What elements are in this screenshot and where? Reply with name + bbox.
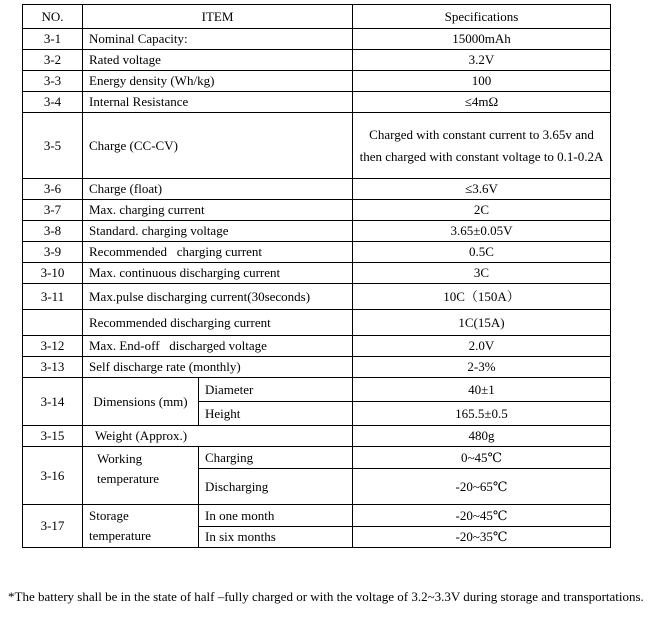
table-row — [23, 263, 611, 284]
row-item: Weight (Approx.) — [83, 426, 353, 447]
row-spec: 15000mAh — [353, 29, 611, 50]
row-spec: 3C — [353, 263, 611, 284]
table-row — [23, 284, 611, 310]
row-spec: 10C（150A） — [353, 284, 611, 310]
row-no: 3-2 — [23, 50, 83, 71]
row-spec: 165.5±0.5 — [353, 402, 611, 426]
row-spec: 1C(15A) — [353, 310, 611, 336]
row-no: 3-13 — [23, 357, 83, 378]
row-no: 3-3 — [23, 71, 83, 92]
row-spec: ≤3.6V — [353, 179, 611, 200]
row-no: 3-4 — [23, 92, 83, 113]
row-subitem: Height — [199, 402, 353, 426]
row-no: 3-17 — [23, 505, 83, 548]
row-item: Self discharge rate (monthly) — [83, 357, 353, 378]
row-no — [23, 310, 83, 336]
row-item-line: Storage — [89, 508, 129, 523]
table-row — [23, 50, 611, 71]
table-row — [23, 200, 611, 221]
table-row — [23, 505, 611, 527]
row-spec: 3.2V — [353, 50, 611, 71]
table-row — [23, 378, 611, 402]
table-row — [23, 71, 611, 92]
row-spec: 100 — [353, 71, 611, 92]
row-item-line: Working — [97, 451, 143, 466]
row-no: 3-12 — [23, 336, 83, 357]
table-row — [23, 221, 611, 242]
row-item: Charge (float) — [83, 179, 353, 200]
row-item: Dimensions (mm) — [83, 378, 199, 426]
row-item: Rated voltage — [83, 50, 353, 71]
header-row — [23, 5, 611, 29]
row-spec: -20~35℃ — [353, 527, 611, 548]
row-no: 3-9 — [23, 242, 83, 263]
row-no: 3-14 — [23, 378, 83, 426]
row-item: Max. continuous discharging current — [83, 263, 353, 284]
row-subitem: Charging — [199, 447, 353, 469]
row-item — [83, 447, 199, 505]
row-spec: ≤4mΩ — [353, 92, 611, 113]
row-item-line: temperature — [89, 528, 152, 543]
row-no: 3-8 — [23, 221, 83, 242]
table-row — [23, 336, 611, 357]
row-subitem: Diameter — [199, 378, 353, 402]
row-item — [83, 505, 199, 548]
row-item: Max. charging current — [83, 200, 353, 221]
table-row — [23, 426, 611, 447]
table-row — [23, 179, 611, 200]
footnote: *The battery shall be in the state of half –fully charged or with the voltage of 3.2~3.3V during storage and transportations. — [8, 589, 644, 604]
row-no: 3-10 — [23, 263, 83, 284]
header-item: ITEM — [83, 5, 353, 29]
row-item-line: temperature — [97, 471, 160, 486]
header-no: NO. — [23, 5, 83, 29]
row-spec: 40±1 — [353, 378, 611, 402]
table-row — [23, 447, 611, 469]
row-no: 3-15 — [23, 426, 83, 447]
row-item: Standard. charging voltage — [83, 221, 353, 242]
row-spec: Charged with constant current to 3.65v and then charged with constant voltage to 0.1-0.2A — [353, 113, 611, 179]
table-row — [23, 92, 611, 113]
row-spec: 480g — [353, 426, 611, 447]
row-spec: 2C — [353, 200, 611, 221]
table-row — [23, 357, 611, 378]
row-item: Nominal Capacity: — [83, 29, 353, 50]
row-item: Recommended charging current — [83, 242, 353, 263]
row-spec: -20~45℃ — [353, 505, 611, 527]
row-spec: 2.0V — [353, 336, 611, 357]
header-specifications: Specifications — [353, 5, 611, 29]
row-item: Max. End-off discharged voltage — [83, 336, 353, 357]
table-row — [23, 113, 611, 179]
row-spec: 0~45℃ — [353, 447, 611, 469]
table-row — [23, 310, 611, 336]
row-subitem: In six months — [199, 527, 353, 548]
row-no: 3-16 — [23, 447, 83, 505]
row-no: 3-11 — [23, 284, 83, 310]
specifications-table — [22, 4, 611, 548]
row-item: Charge (CC-CV) — [83, 113, 353, 179]
row-spec: 2-3% — [353, 357, 611, 378]
row-item: Energy density (Wh/kg) — [83, 71, 353, 92]
row-no: 3-5 — [23, 113, 83, 179]
row-no: 3-6 — [23, 179, 83, 200]
row-item: Internal Resistance — [83, 92, 353, 113]
row-no: 3-7 — [23, 200, 83, 221]
row-spec: 3.65±0.05V — [353, 221, 611, 242]
table-row — [23, 242, 611, 263]
row-spec: -20~65℃ — [353, 469, 611, 505]
table-row — [23, 29, 611, 50]
row-spec: 0.5C — [353, 242, 611, 263]
row-item: Recommended discharging current — [83, 310, 353, 336]
row-subitem: In one month — [199, 505, 353, 527]
row-item: Max.pulse discharging current(30seconds) — [83, 284, 353, 310]
row-no: 3-1 — [23, 29, 83, 50]
row-subitem: Discharging — [199, 469, 353, 505]
